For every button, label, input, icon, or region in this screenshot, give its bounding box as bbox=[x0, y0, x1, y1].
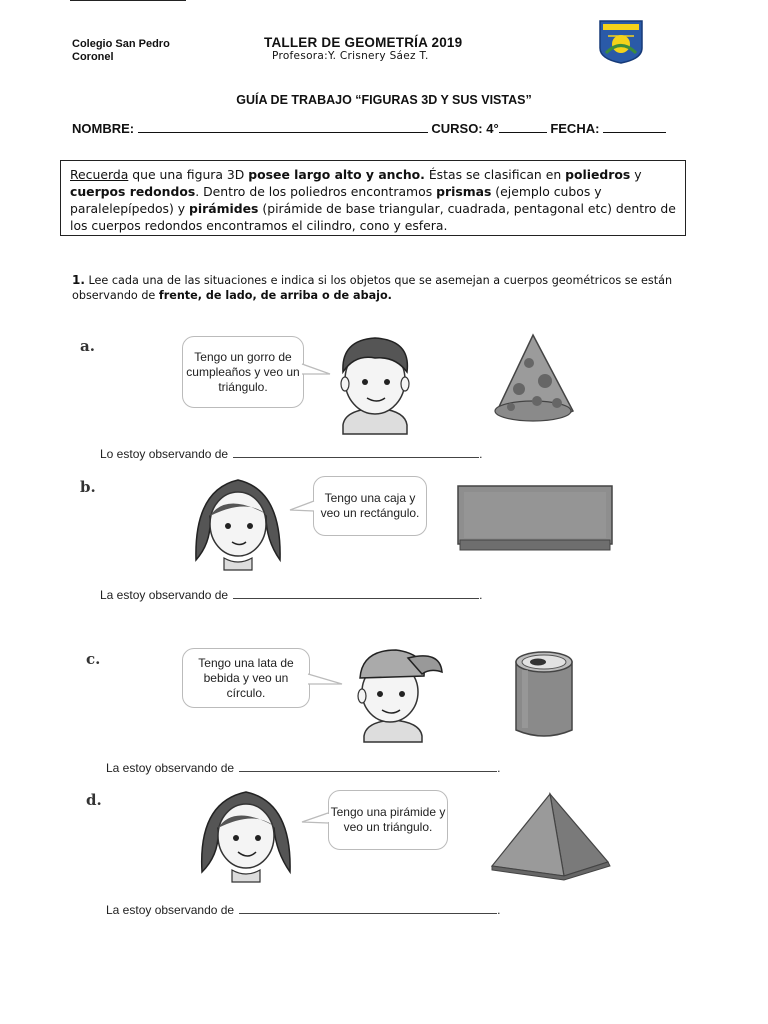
school-crest-icon bbox=[598, 18, 644, 64]
bubble-tail-icon bbox=[308, 670, 344, 690]
workshop-title: TALLER DE GEOMETRÍA 2019 bbox=[264, 35, 463, 50]
reminder-text: Recuerda que una figura 3D posee largo alto y ancho. Éstas se clasifican en poliedros y cuerpos redondos. Dentro de los poliedros encontramos prismas (ejemplo cubos y paralelepípedos) y pirámides (pirámide de base triangular, cuadrada, pentagonal etc) dentro de los cuerpos redondos encontramos el cilindro, cono y esfera. bbox=[70, 167, 676, 233]
item-b-speech-bubble: Tengo una caja y veo un rectángulo. bbox=[313, 476, 427, 536]
curso-label: CURSO: 4° bbox=[431, 121, 499, 136]
student-fields bbox=[72, 121, 666, 136]
nombre-blank[interactable] bbox=[138, 132, 428, 133]
guide-title: GUÍA DE TRABAJO “FIGURAS 3D Y SUS VISTAS” bbox=[236, 93, 532, 107]
pyramid-icon bbox=[490, 792, 612, 878]
item-d-answer-blank[interactable] bbox=[239, 912, 497, 914]
soda-can-cylinder-icon bbox=[512, 650, 576, 742]
item-c-answer: La estoy observando de . bbox=[106, 761, 501, 775]
item-d-letter: d. bbox=[86, 791, 102, 809]
girl-icon bbox=[192, 782, 300, 882]
fecha-blank[interactable] bbox=[603, 132, 666, 133]
nombre-label: NOMBRE: bbox=[72, 121, 135, 136]
box-prism-icon bbox=[456, 482, 616, 554]
teacher-name: Profesora:Y. Crisnery Sáez T. bbox=[272, 50, 429, 62]
item-c-answer-blank[interactable] bbox=[239, 770, 497, 772]
item-b-letter: b. bbox=[80, 478, 96, 496]
item-a-letter: a. bbox=[80, 337, 95, 355]
item-c-speech-bubble: Tengo una lata de bebida y veo un círculo. bbox=[182, 648, 310, 708]
school-name: Colegio San Pedro Coronel bbox=[72, 38, 170, 63]
boy-cap-icon bbox=[344, 638, 444, 742]
boy-icon bbox=[325, 330, 425, 434]
item-b-answer-blank[interactable] bbox=[233, 597, 479, 599]
reminder-box bbox=[60, 160, 686, 236]
bubble-tail-icon bbox=[302, 810, 330, 828]
curso-blank[interactable] bbox=[499, 132, 547, 133]
bubble-tail-icon bbox=[290, 498, 316, 516]
top-rule bbox=[70, 0, 186, 1]
party-hat-cone-icon bbox=[493, 333, 577, 425]
girl-icon bbox=[186, 470, 290, 570]
item-c-letter: c. bbox=[86, 650, 101, 668]
item-a-speech-bubble: Tengo un gorro de cumpleaños y veo un triángulo. bbox=[182, 336, 304, 408]
item-a-answer-blank[interactable] bbox=[233, 456, 479, 458]
fecha-label: FECHA: bbox=[550, 121, 600, 136]
question-1: 1. Lee cada una de las situaciones e indica si los objetos que se asemejan a cuerpos geométricos se están observando de frente, de lado, de arriba o de abajo. bbox=[72, 273, 673, 302]
item-b-answer: La estoy observando de . bbox=[100, 588, 483, 602]
item-d-speech-bubble: Tengo una pirámide y veo un triángulo. bbox=[328, 790, 448, 850]
item-a-answer: Lo estoy observando de . bbox=[100, 447, 483, 461]
item-d-answer: La estoy observando de . bbox=[106, 903, 501, 917]
